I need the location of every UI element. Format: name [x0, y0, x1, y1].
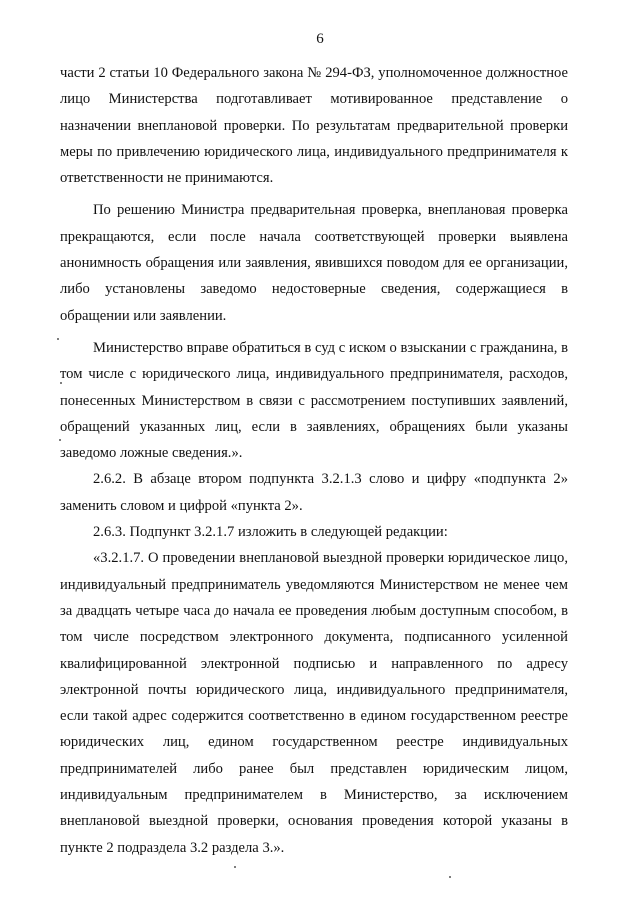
scan-speck	[59, 439, 61, 441]
paragraph-continuation: части 2 статьи 10 Федерального закона № 294-ФЗ, уполномоченное должностное лицо Министерства подготавливает мотивированное представление о назначении внеплановой проверки. По результатам предварительной проверки меры по привлечению юридического лица, индивидуального предпринимателя к ответственности не принимаются.	[60, 65, 568, 187]
scan-speck	[57, 338, 59, 340]
paragraph-2-6-3: 2.6.3. Подпункт 3.2.1.7 изложить в следующей редакции:	[93, 524, 448, 541]
scan-speck	[60, 382, 62, 384]
page-number: 6	[316, 31, 324, 47]
paragraph-court-claim: Министерство вправе обратиться в суд с иском о взыскании с гражданина, в том числе с юридического лица, индивидуального предпринимателя, расходов, понесенных Министерством в связи с рассмотрением поступивших заявлений, обращений указанных лиц, если в заявлениях, обращениях были указаны заведомо ложные сведения.».	[60, 339, 568, 462]
paragraph-2-6-2: 2.6.2. В абзаце втором подпункта 3.2.1.3 слово и цифру «подпункта 2» заменить словом и цифрой «пункта 2».	[60, 471, 568, 514]
document-body	[60, 60, 568, 861]
paragraph-minister-decision: По решению Министра предварительная проверка, внеплановая проверка прекращаются, если после начала соответствующей проверки выявлена анонимность обращения или заявления, явившихся поводом для ее организации, либо установлены заведомо недостоверные сведения, содержащиеся в обращении или заявлении.	[60, 202, 568, 324]
scan-speck	[234, 866, 236, 868]
paragraph-3-2-1-7: «3.2.1.7. О проведении внеплановой выездной проверки юридическое лицо, индивидуальный предприниматель уведомляются Министерством не менее чем за двадцать четыре часа до начала ее проведения любым доступным способом, в том числе посредством электронного документа, подписанного усиленной квалифицированной электронной подписью и направленного по адресу электронной почты юридического лица, индивидуального предпринимателя, если такой адрес содержится соответственно в едином государственном реестре юридических лиц, едином государственном реестре индивидуальных предпринимателей либо ранее был представлен юридическим лицом, индивидуальным предпринимателем в Министерство, за исключением внеплановой выездной проверки, основания проведения которой указаны в пункте 2 подраздела 3.2 раздела 3.».	[60, 550, 568, 856]
scan-speck	[449, 876, 451, 878]
